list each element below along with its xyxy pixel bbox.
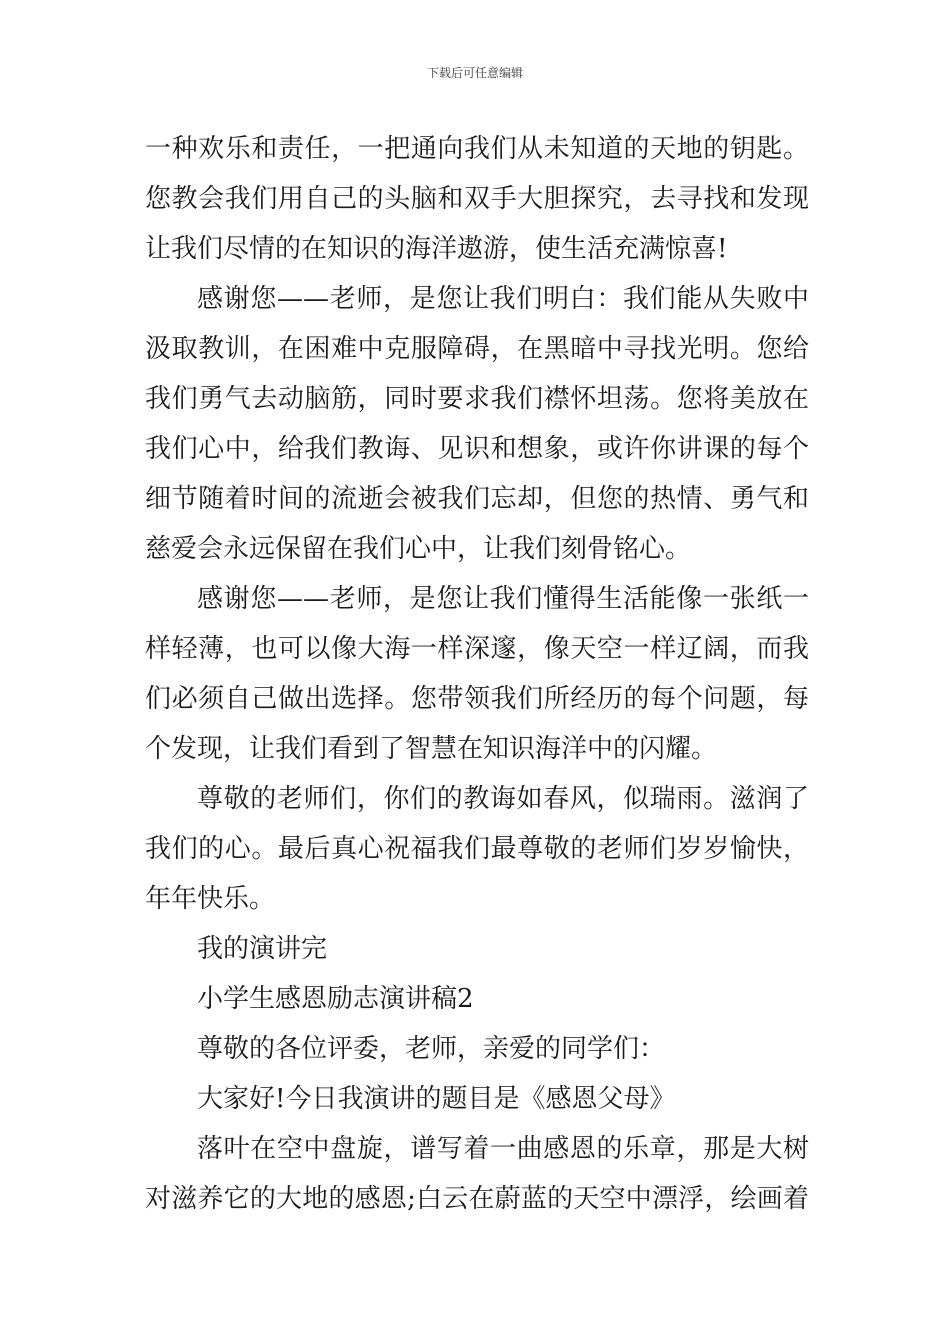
text-line: 一种欢乐和责任，一把通向我们从未知道的天地的钥匙。 (145, 134, 809, 164)
text-line: 让我们尽情的在知识的海洋遨游，使生活充满惊喜! (145, 234, 728, 264)
text-line: 汲取教训，在困难中克服障碍，在黑暗中寻找光明。您给 (145, 334, 809, 364)
text-line: 感谢您——老师，是您让我们明白：我们能从失败中 (197, 284, 809, 314)
text-line: 您教会我们用自己的头脑和双手大胆探究，去寻找和发现 (145, 184, 809, 214)
text-line: 慈爱会永远保留在我们心中，让我们刻骨铭心。 (145, 534, 692, 564)
text-line: 们必须自己做出选择。您带领我们所经历的每个问题，每 (145, 684, 809, 714)
text-line: 尊敬的各位评委，老师，亲爱的同学们： (197, 1034, 666, 1064)
text-line: 个发现，让我们看到了智慧在知识海洋中的闪耀。 (145, 734, 718, 764)
text-line: 我们勇气去动脑筋，同时要求我们襟怀坦荡。您将美放在 (145, 384, 809, 414)
text-line: 我们的心。最后真心祝福我们最尊敬的老师们岁岁愉快， (145, 834, 809, 864)
page-header-note: 下载后可任意编辑 (426, 66, 523, 80)
document-body (145, 124, 809, 1224)
text-line: 感谢您——老师，是您让我们懂得生活能像一张纸一 (197, 584, 809, 614)
text-line: 样轻薄，也可以像大海一样深邃，像天空一样辽阔，而我 (145, 634, 809, 664)
text-line: 尊敬的老师们，你们的教诲如春风，似瑞雨。滋润了 (197, 784, 809, 814)
text-line: 对滋养它的大地的感恩;白云在蔚蓝的天空中漂浮，绘画着 (145, 1184, 809, 1214)
text-line: 细节随着时间的流逝会被我们忘却，但您的热情、勇气和 (145, 484, 809, 514)
text-line: 我的演讲完 (197, 934, 328, 964)
text-line: 我们心中，给我们教诲、见识和想象，或许你讲课的每个 (145, 434, 809, 464)
text-line: 落叶在空中盘旋，谱写着一曲感恩的乐章，那是大树 (197, 1134, 809, 1164)
text-line: 大家好!今日我演讲的题目是《感恩父母》 (197, 1084, 676, 1114)
text-line: 小学生感恩励志演讲稿2 (197, 984, 474, 1014)
text-line: 年年快乐。 (145, 884, 276, 914)
